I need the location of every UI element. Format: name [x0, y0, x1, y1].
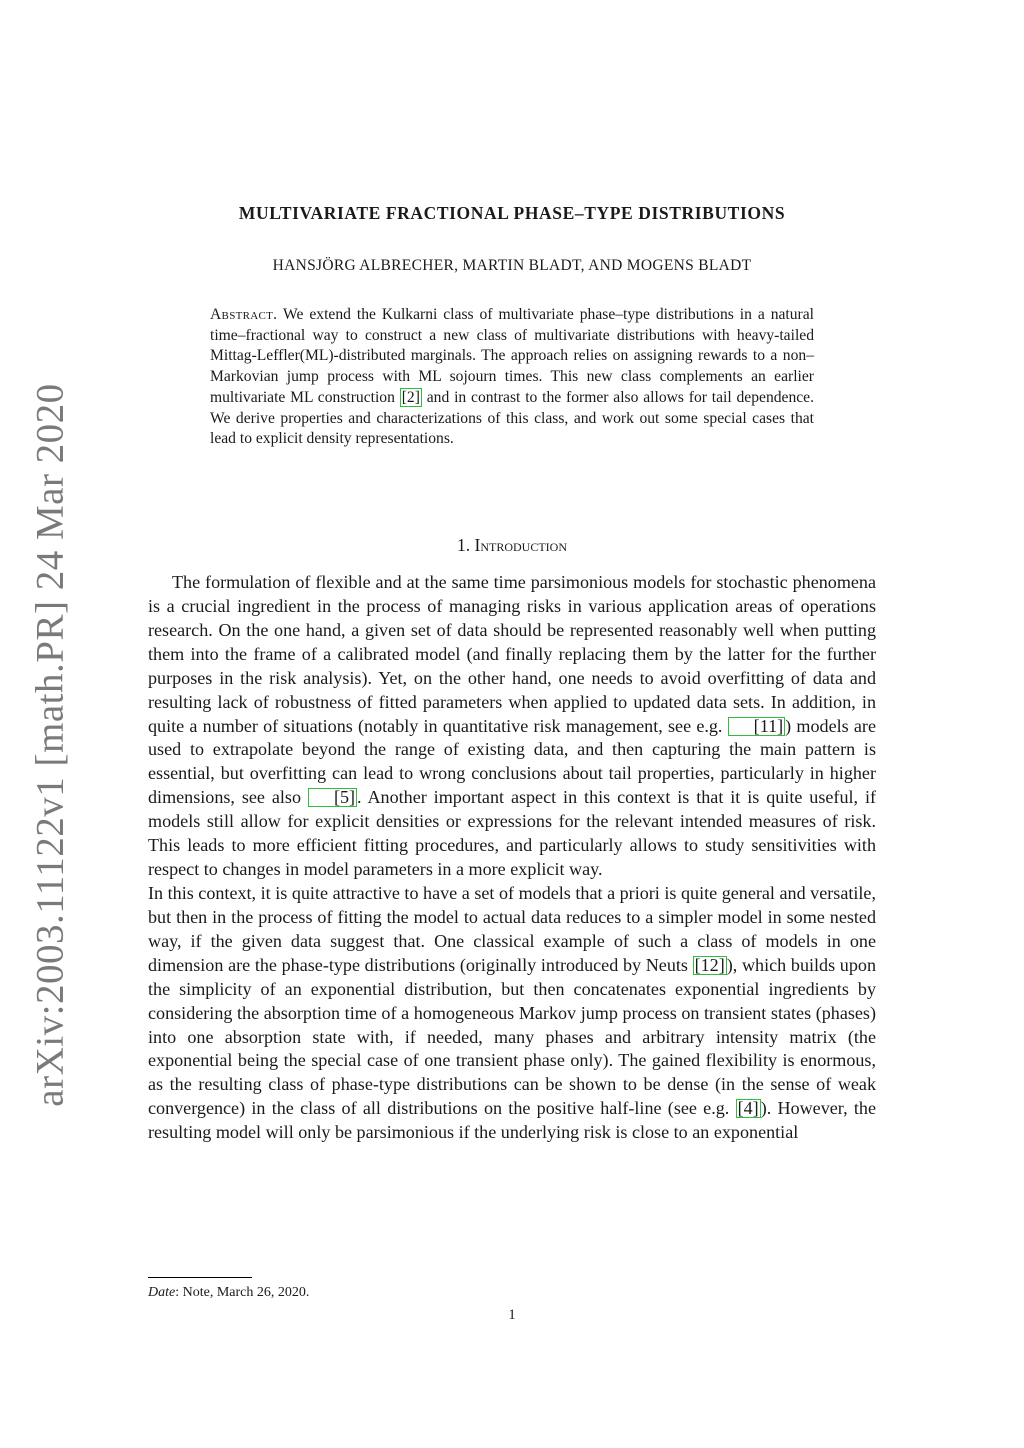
abstract-label: Abstract. — [210, 306, 278, 323]
paragraph-text: In this context, it is quite attractive to have a set of models that a priori is quite general and versatile, but then in the process of fitting the model to actual data reduces to a simpler model in some nested way, if the given data suggest that. One classical example of such a class of models in one dimension are the phase-type distributions (originally introduced by Neuts — [148, 882, 876, 975]
paragraph-text: ) models are used to extrapolate beyond the range of existing data, and then capturing the main pattern is essential, but overfitting can lead to wrong conclusions about tail properties, particularly in higher dimensions, see also — [148, 715, 876, 808]
page-number: 1 — [508, 1307, 516, 1323]
section-name: Introduction — [474, 535, 567, 555]
paragraph — [148, 882, 876, 1145]
footnote — [148, 1285, 309, 1301]
citation-link[interactable]: [12] — [694, 954, 725, 975]
paragraph-text: ). However, the resulting model will only be parsimonious if the underlying risk is close to an exponential — [148, 1098, 876, 1143]
body-text — [148, 571, 876, 1145]
paragraph-text: . Another important aspect in this context is that it is quite useful, if models still allow for explicit densities or expressions for the relevant intended measures of risk. This leads to more efficient fitting procedures, and particularly allows to study sensitivities with respect to changes in model parameters in a more explicit way. — [148, 787, 876, 880]
abstract-text-2: and in contrast to the former also allows for tail dependence. We derive properties and characterizations of this class, and work out some special cases that lead to explicit density representations. — [210, 388, 815, 448]
arxiv-sidebar — [28, 383, 72, 1107]
paragraph — [148, 571, 876, 882]
paragraph-text: ), which builds upon the simplicity of an exponential distribution, but then concatenates exponential ingredients by considering the absorption time of a homogeneous Markov jump process on transient states (phases) into one absorption state with, if needed, many phases and arbitrary intensity matrix (the exponential being the special case of one transient phase only). The gained flexibility is enormous, as the resulting class of phase-type distributions can be shown to be dense (in the sense of weak convergence) in the class of all distributions on the positive half-line (see e.g. — [148, 954, 876, 1119]
abstract-text-1: We extend the Kulkarni class of multivariate phase–type distributions in a natural time–fractional way to construct a new class of multivariate distributions with heavy-tailed Mittag-Leffler(ML)-distributed marginals. The approach relies on assigning rewards to a non–Markovian jump process with ML sojourn times. This new class complements an earlier multivariate ML construction — [210, 306, 814, 406]
arxiv-identifier: arXiv:2003.11122v1 [math.PR] 24 Mar 2020 — [28, 383, 72, 1107]
citation-link[interactable]: [4] — [737, 1098, 759, 1119]
paper-title: MULTIVARIATE FRACTIONAL PHASE–TYPE DISTRIBUTIONS — [238, 203, 786, 223]
footnote-label: Date — [148, 1285, 176, 1300]
paper-authors: HANSJÖRG ALBRECHER, MARTIN BLADT, AND MOGENS BLADT — [272, 257, 752, 274]
section-number: 1. — [457, 535, 471, 555]
footnote-text: : Note, March 26, 2020. — [175, 1285, 310, 1300]
citation-link[interactable]: [2] — [401, 388, 420, 406]
section-heading — [0, 535, 1024, 556]
abstract — [210, 305, 814, 450]
citation-link[interactable]: [11] — [728, 717, 785, 736]
citation-link[interactable]: [5] — [308, 788, 357, 807]
footnote-divider — [148, 1277, 252, 1278]
paragraph-text: The formulation of flexible and at the same time parsimonious models for stochastic phenomena is a crucial ingredient in the process of managing risks in various application areas of operations research. On the one hand, a given set of data should be represented reasonably well when putting them into the frame of a calibrated model (and finally replacing them by the latter for the further purposes in the risk analysis). Yet, on the other hand, one needs to avoid overfitting of data and resulting lack of robustness of fitted parameters when applied to updated data sets. In addition, in quite a number of situations (notably in quantitative risk management, see e.g. — [148, 572, 876, 736]
